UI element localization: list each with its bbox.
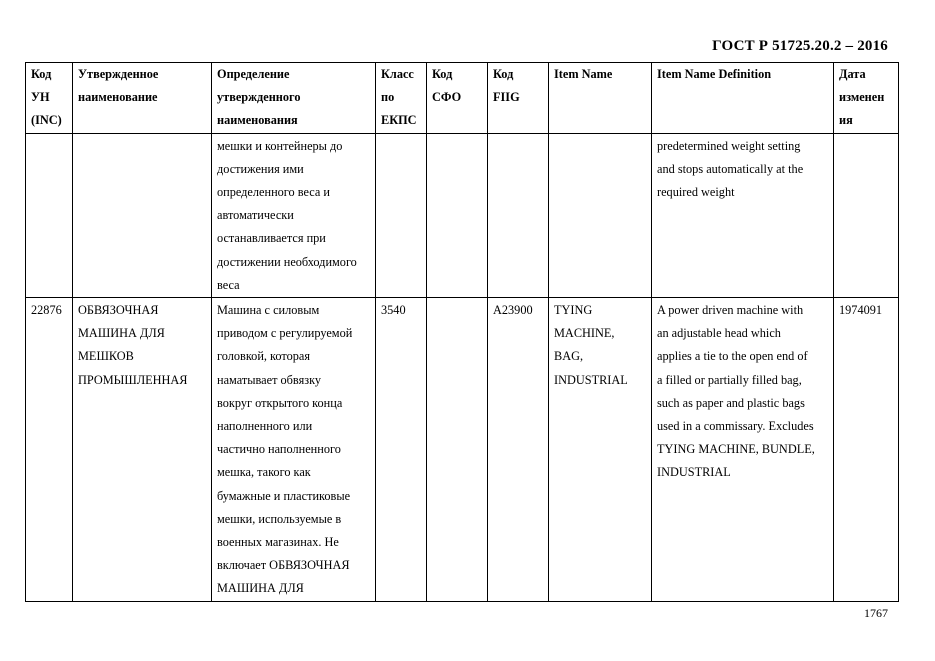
cell-text-line: Код [432,67,453,81]
cell-text-line: Определение [217,67,290,81]
cell-text-line: 22876 [31,303,62,318]
cell-text-line: INDUSTRIAL [657,465,731,480]
cell-text-line: ОБВЯЗОЧНАЯ [78,303,159,318]
cell-text-line: Item Name Definition [657,67,772,81]
cell-text-line: INDUSTRIAL [554,372,628,387]
header-fiig [488,63,549,134]
cell-text-line: достижения ими [217,161,304,176]
cell-text-line: such as paper and plastic bags [657,395,805,410]
cell-text-line: TYING MACHINE, BUNDLE, [657,442,815,457]
cell-text-line: наименование [78,90,158,105]
cell-text-line: Дата [839,67,866,81]
cell-text-line: a filled or partially filled bag, [657,372,802,387]
item-names-table [25,62,899,602]
cell-text-line: головкой, которая [217,349,311,364]
cell-text-line: 3540 [381,303,406,318]
cell-text-line: частично наполненного [217,442,341,457]
table-header-row [26,63,899,134]
cell-text-line: FIIG [493,90,520,105]
page-number: 1767 [864,606,888,620]
cell-definition-en [652,298,834,602]
cell-text-line: по [381,90,395,105]
cell-text-line: МАШИНА ДЛЯ [217,581,304,596]
cell-text-line: определенного веса и [217,185,330,200]
header-name-definition-ru [212,63,376,134]
cell-text-line: УН [31,90,50,105]
cell-date [834,298,899,602]
cell-text-line: applies a tie to the open end of [657,349,808,364]
cell-text-line: наматывает обвязку [217,372,322,387]
header-item-name [549,63,652,134]
cell-text-line: мешки и контейнеры до [217,138,343,153]
cell-class [376,133,427,297]
cell-definition-ru [212,133,376,297]
cell-text-line: достижении необходимого [217,254,357,269]
cell-inc [26,298,73,602]
cell-text-line: A power driven machine with [657,303,804,318]
cell-text-line: веса [217,277,240,292]
cell-text-line: СФО [432,90,462,105]
cell-text-line: 1974091 [839,303,883,318]
cell-text-line: автоматически [217,208,294,223]
cell-name-ru [73,133,212,297]
cell-text-line: used in a commissary. Excludes [657,419,814,434]
cell-text-line: A23900 [493,303,533,318]
cell-text-line: predetermined weight setting [657,138,801,153]
cell-text-line: МАШИНА ДЛЯ [78,326,165,341]
table-row [26,133,899,297]
cell-text-line: Код [31,67,52,81]
cell-item-name [549,133,652,297]
cell-text-line: включает ОБВЯЗОЧНАЯ [217,558,350,573]
cell-text-line: BAG, [554,349,584,364]
cell-definition-ru [212,298,376,602]
cell-text-line: наполненного или [217,419,313,434]
cell-text-line: Утвержденное [78,67,159,81]
cell-fiig [488,298,549,602]
cell-date [834,133,899,297]
cell-text-line: утвержденного [217,90,301,105]
cell-text-line: военных магазинах. Не [217,535,339,550]
header-approved-name [73,63,212,134]
cell-sfo [427,133,488,297]
cell-text-line: Класс [381,67,414,81]
cell-text-line: мешки, используемые в [217,511,342,526]
cell-text-line: ПРОМЫШЛЕННАЯ [78,372,188,387]
header-sfo [427,63,488,134]
cell-text-line: Код [493,67,514,81]
cell-class [376,298,427,602]
cell-text-line: required weight [657,185,735,200]
cell-text-line: МЕШКОВ [78,349,134,364]
header-item-name-definition [652,63,834,134]
cell-text-line: ия [839,113,853,128]
table-row [26,298,899,602]
cell-text-line: приводом с регулируемой [217,326,353,341]
cell-text-line: мешка, такого как [217,465,311,480]
cell-text-line: наименования [217,113,298,128]
cell-text-line: изменен [839,90,885,105]
cell-text-line: останавливается при [217,231,326,246]
cell-fiig [488,133,549,297]
cell-text-line: MACHINE, [554,326,615,341]
cell-text-line: бумажные и пластиковые [217,488,351,503]
header-inc [26,63,73,134]
document-standard-header: ГОСТ Р 51725.20.2 – 2016 [712,38,888,54]
cell-text-line: TYING [554,303,593,318]
header-class [376,63,427,134]
cell-text-line: ЕКПС [381,113,417,128]
cell-sfo [427,298,488,602]
header-change-date [834,63,899,134]
cell-text-line: Item Name [554,67,613,81]
cell-text-line: (INC) [31,113,62,128]
cell-definition-en [652,133,834,297]
cell-text-line: an adjustable head which [657,326,781,341]
cell-inc [26,133,73,297]
cell-text-line: Машина с силовым [217,303,320,318]
cell-text-line: and stops automatically at the [657,161,804,176]
cell-item-name [549,298,652,602]
cell-name-ru [73,298,212,602]
cell-text-line: вокруг открытого конца [217,395,343,410]
